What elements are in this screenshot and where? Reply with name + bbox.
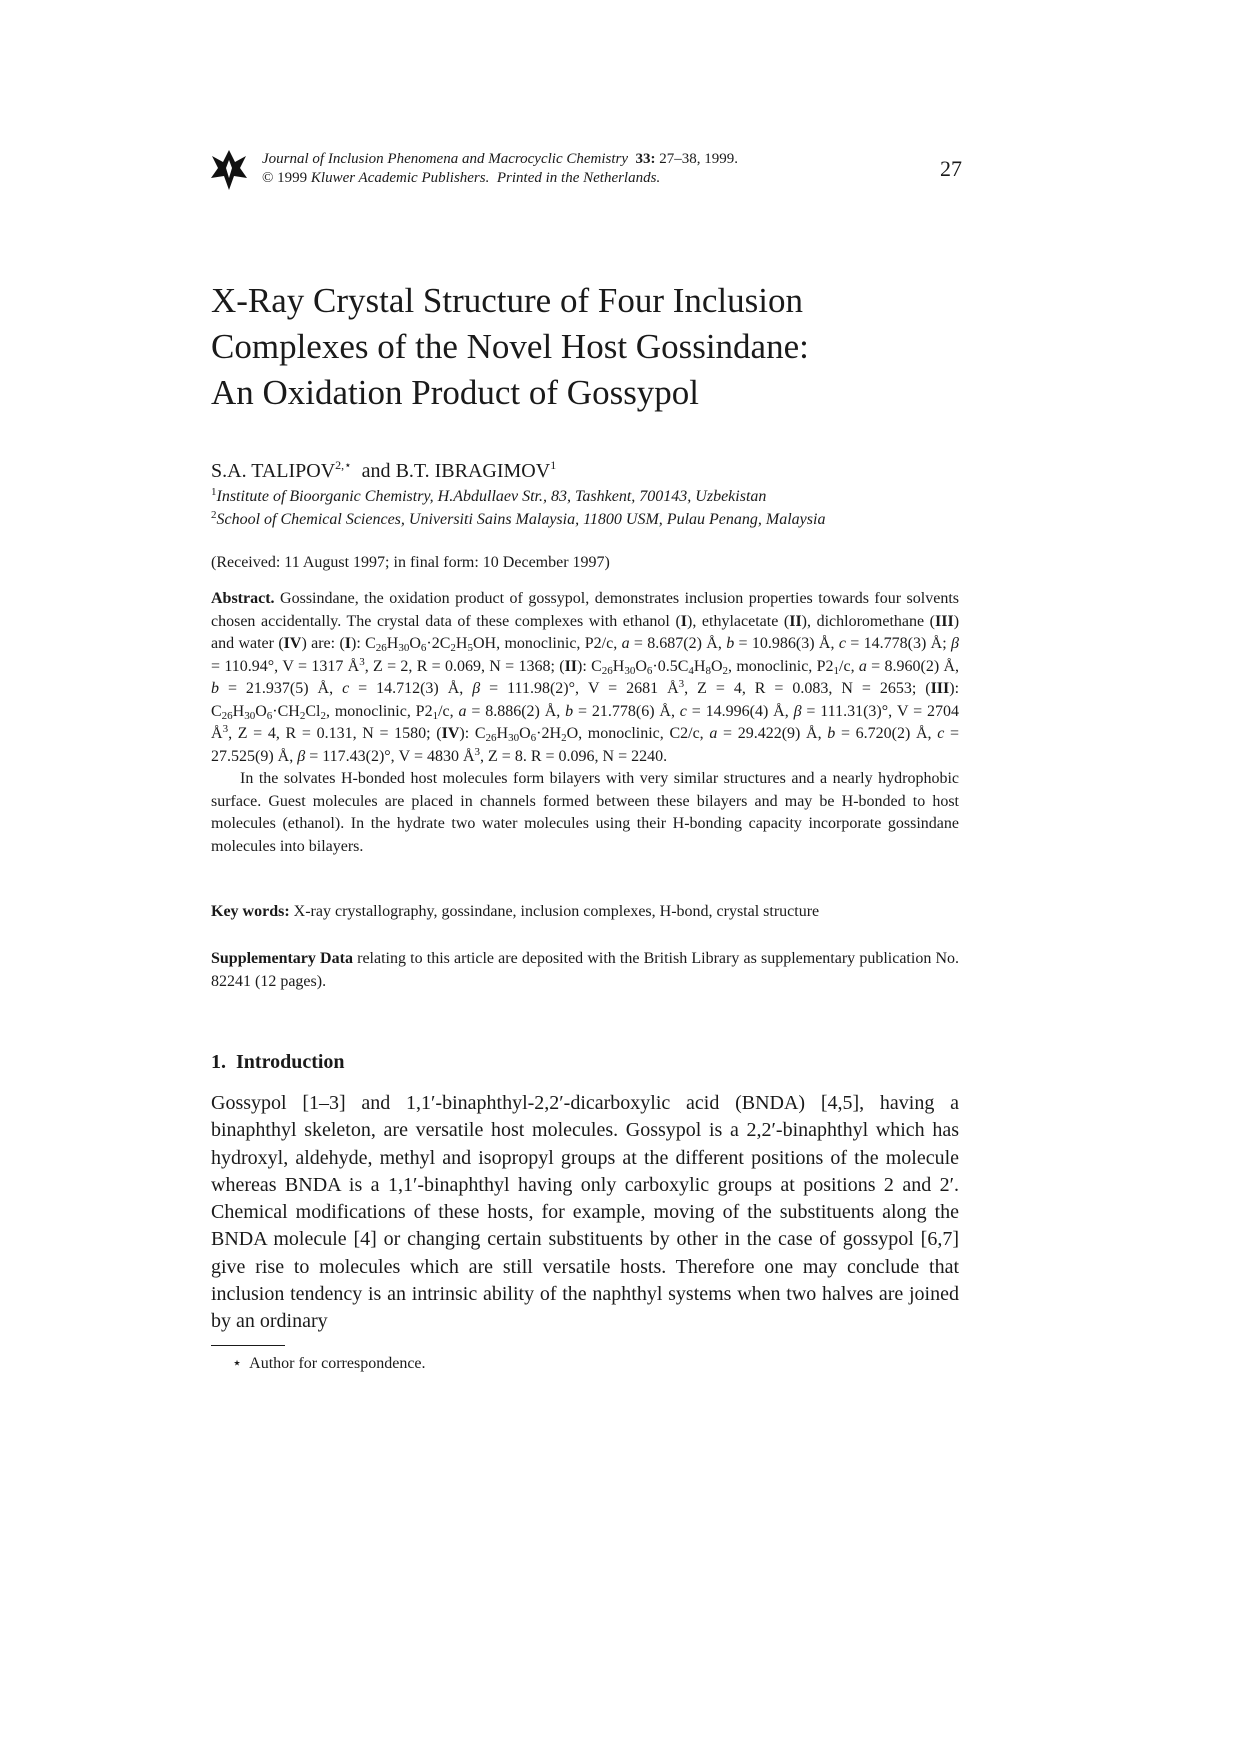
received-dates: (Received: 11 August 1997; in final form: 10 December 1997) (211, 554, 610, 571)
affiliation-1 (211, 486, 766, 506)
journal-citation-line (262, 150, 738, 169)
kluwer-logo-icon (210, 148, 248, 192)
keywords-label: Key words: (211, 903, 290, 920)
printed-note: Printed in the Netherlands. (496, 170, 661, 186)
section-heading-introduction (211, 1051, 345, 1074)
journal-volume: 33: (635, 151, 656, 167)
affiliation-2-number: 2 (211, 509, 217, 521)
paper-title (211, 278, 971, 416)
affiliation-1-text: Institute of Bioorganic Chemistry, H.Abdullaev Str., 83, Tashkent, 700143, Uzbekistan (216, 488, 767, 505)
abstract-paragraph-2: In the solvates H-bonded host molecules form bilayers with very similar structures and a nearly hydrophobic surface. Guest molecules are placed in channels formed between these bilayers and may be H-bonded to host molecules (ethanol). In the hydrate two water molecules using their H-bonding capacity incorporate gossindane molecules into bilayers. (211, 770, 959, 855)
journal-name: Journal of Inclusion Phenomena and Macrocyclic Chemistry (262, 151, 629, 167)
footnote-rule (211, 1345, 285, 1346)
copyright-line (262, 169, 738, 188)
publisher-name: Kluwer Academic Publishers. (310, 170, 490, 186)
footnote (232, 1353, 426, 1373)
keywords-text: X-ray crystallography, gossindane, inclusion complexes, H-bond, crystal structure (293, 903, 820, 920)
title-line-3: An Oxidation Product of Gossypol (211, 373, 700, 412)
title-line-2: Complexes of the Novel Host Gossindane: (211, 327, 809, 366)
page-number: 27 (940, 156, 962, 181)
supplementary-text: relating to this article are deposited with the British Library as supplementary publication No. 82241 (12 pages). (211, 950, 960, 990)
author-ibragimov: B.T. IBRAGIMOV (395, 460, 551, 482)
affiliation-1-number: 1 (211, 486, 217, 498)
author-talipov: S.A. TALIPOV (211, 460, 336, 482)
journal-header (262, 150, 738, 188)
abstract-label: Abstract. (211, 590, 275, 607)
author-list (211, 458, 556, 483)
copyright-year: © 1999 (262, 170, 308, 186)
title-line-1: X-Ray Crystal Structure of Four Inclusion (211, 281, 803, 320)
footnote-text: Author for correspondence. (249, 1355, 426, 1372)
section-number: 1. (211, 1051, 226, 1073)
footnote-mark: ⋆ (232, 1355, 243, 1372)
abstract (211, 588, 959, 858)
section-title: Introduction (236, 1051, 345, 1073)
journal-pages: 27–38, 1999. (659, 151, 739, 167)
affiliation-2 (211, 509, 825, 529)
author-talipov-affil: 2,⋆ (335, 458, 352, 472)
keywords (211, 903, 959, 921)
author-ibragimov-affil: 1 (550, 458, 557, 472)
supplementary-label: Supplementary Data (211, 950, 353, 967)
supplementary-data-note (211, 948, 959, 993)
introduction-paragraph: Gossypol [1–3] and 1,1′-binaphthyl-2,2′-dicarboxylic acid (BNDA) [4,5], having a binaphthyl skeleton, are versatile host molecules. Gossypol is a 2,2′-binaphthyl which has hydroxyl, aldehyde, methyl and isopropyl groups at the different positions of the molecule whereas BNDA is a 1,1′-binaphthyl having only carboxylic groups at positions 2 and 2′. Chemical modifications of these hosts, for example, moving of the substituents along the BNDA molecule [4] or changing certain substituents by other in the case of gossypol [6,7] give rise to molecules which are still versatile hosts. Therefore one may conclude that inclusion tendency is an intrinsic ability of the naphthyl systems when two halves are joined by an ordinary (211, 1092, 959, 1333)
author-conjunction: and (361, 460, 391, 482)
affiliation-2-text: School of Chemical Sciences, Universiti Sains Malaysia, 11800 USM, Pulau Penang, Malaysia (216, 511, 826, 528)
abstract-paragraph-1: Abstract. Gossindane, the oxidation product of gossypol, demonstrates inclusion properties towards four solvents chosen accidentally. The crystal data of these complexes with ethanol (I), ethylacetate (II), dichloromethane (III) and water (IV) are: (I): $C_{26}H_{30}O_6\cdot 2C_2H_5OH$, monoclinic, P2/c, a = 8.687(2) Å, b = 10.986(3) Å, c = 14.778(3) Å; β = 110.94°, V = 1317 $Å^3$, Z = 2, R = 0.069, N = 1368; (II): $C_{26}H_{30}O_6\cdot 0.5C_4H_8O_2$, monoclinic, $P2_1/c$, a = 8.960(2) Å, b = 21.937(5) Å, c = 14.712(3) Å, β = 111.98(2)°, V = 2681 $Å^3$, Z = 4, R = 0.083, N = 2653; (III): $C_{26}H_{30}O_6\cdot CH_2Cl_2$, monoclinic, $P2_1/c$, a = 8.886(2) Å, b = 21.778(6) Å, c = 14.996(4) Å, β = 111.31(3)°, V = 2704 $Å^3$, Z = 4, R = 0.131, N = 1580; (IV): $C_{26}H_{30}O_6\cdot 2H_2O$, monoclinic, C2/c, a = 29.422(9) Å, b = 6.720(2) Å, c = 27.525(9) Å, β = 117.43(2)°, V = 4830 $Å^3$, Z = 8. R = 0.096, N = 2240. (211, 590, 960, 765)
